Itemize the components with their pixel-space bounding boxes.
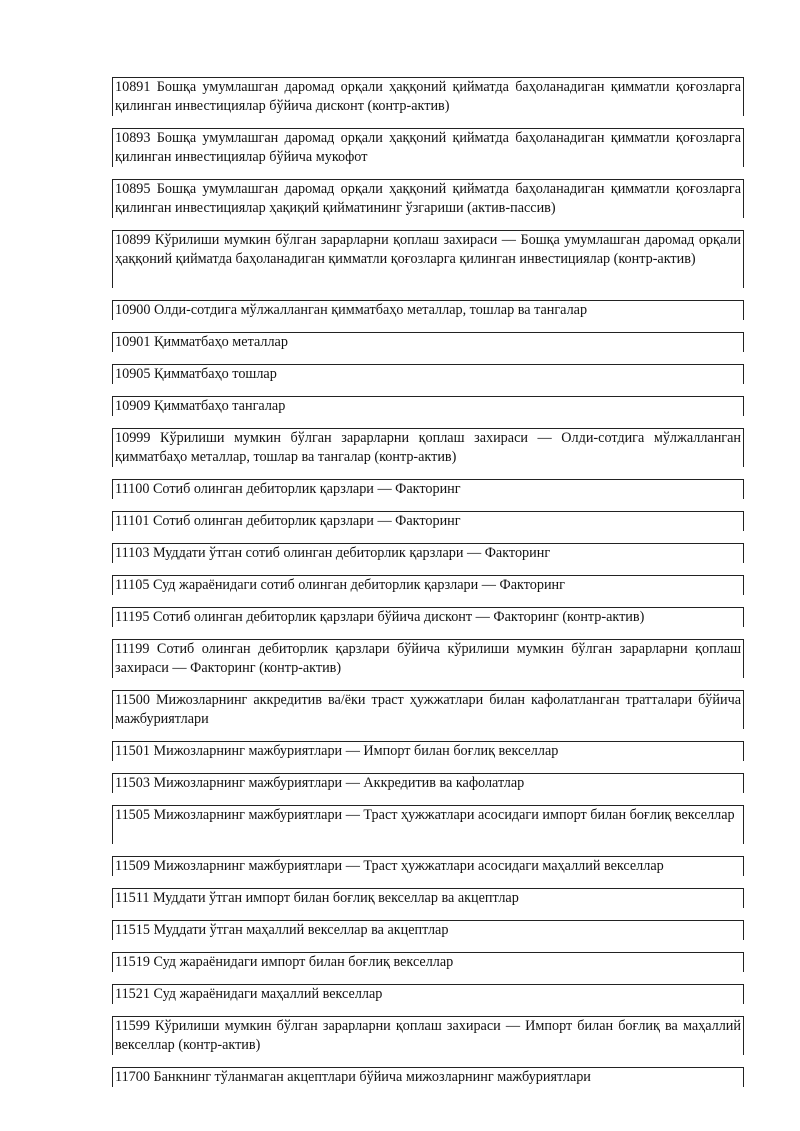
- account-entry-text: 10891 Бошқа умумлашган даромад орқали ҳаққоний қийматда баҳоланадиган қимматли қоғозларга қилинган инвестициялар бўйича дисконт (контр-актив): [115, 79, 741, 114]
- account-entry-10895: [112, 179, 744, 218]
- account-entry-10899: [112, 230, 744, 288]
- account-entry-text: 11521 Суд жараёнидаги маҳаллий векселлар: [115, 986, 383, 1002]
- account-entry-11103: [112, 543, 744, 563]
- account-entry-text: 10909 Қимматбаҳо тангалар: [115, 398, 286, 414]
- account-entry-text: 11515 Муддати ўтган маҳаллий векселлар ва акцептлар: [115, 922, 449, 938]
- account-entry-text: 11505 Мижозларнинг мажбуриятлари — Траст ҳужжатлари асосидаги импорт билан боғлиқ векселлар: [115, 807, 735, 823]
- account-entry-11199: [112, 639, 744, 678]
- account-entry-11101: [112, 511, 744, 531]
- account-entry-text: 10895 Бошқа умумлашган даромад орқали ҳаққоний қийматда баҳоланадиган қимматли қоғозларга қилинган инвестициялар ҳақиқий қийматининг ўзгариши (актив-пассив): [115, 181, 741, 216]
- account-entry-11511: [112, 888, 744, 908]
- account-entry-11105: [112, 575, 744, 595]
- account-list: [112, 77, 744, 1099]
- account-entry-text: 11500 Мижозларнинг аккредитив ва/ёки траст ҳужжатлари билан кафолатланган тратталари бўйича мажбуриятлари: [115, 692, 741, 727]
- account-entry-10999: [112, 428, 744, 467]
- account-entry-10905: [112, 364, 744, 384]
- account-entry-11505: [112, 805, 744, 844]
- account-entry-text: 10905 Қимматбаҳо тошлар: [115, 366, 277, 382]
- account-entry-11700: [112, 1067, 744, 1087]
- account-entry-text: 11199 Сотиб олинган дебиторлик қарзлари бўйича кўрилиши мумкин бўлган зарарларни қоплаш захираси — Факторинг (контр-актив): [115, 641, 741, 676]
- account-entry-10901: [112, 332, 744, 352]
- account-entry-11500: [112, 690, 744, 729]
- account-entry-text: 11509 Мижозларнинг мажбуриятлари — Траст ҳужжатлари асосидаги маҳаллий векселлар: [115, 858, 664, 874]
- account-entry-text: 10999 Кўрилиши мумкин бўлган зарарларни қоплаш захираси — Олди-сотдига мўлжалланган қимматбаҳо металлар, тошлар ва тангалар (контр-актив): [115, 430, 741, 465]
- account-entry-11503: [112, 773, 744, 793]
- account-entry-text: 11519 Суд жараёнидаги импорт билан боғлиқ векселлар: [115, 954, 454, 970]
- account-entry-text: 11501 Мижозларнинг мажбуриятлари — Импорт билан боғлиқ векселлар: [115, 743, 559, 759]
- account-entry-text: 11503 Мижозларнинг мажбуриятлари — Аккредитив ва кафолатлар: [115, 775, 525, 791]
- account-entry-10900: [112, 300, 744, 320]
- account-entry-10893: [112, 128, 744, 167]
- account-entry-text: 10893 Бошқа умумлашган даромад орқали ҳаққоний қийматда баҳоланадиган қимматли қоғозларга қилинган инвестициялар бўйича мукофот: [115, 130, 741, 165]
- account-entry-11100: [112, 479, 744, 499]
- account-entry-text: 11100 Сотиб олинган дебиторлик қарзлари — Факторинг: [115, 481, 461, 497]
- account-entry-10891: [112, 77, 744, 116]
- account-entry-11195: [112, 607, 744, 627]
- account-entry-text: 11511 Муддати ўтган импорт билан боғлиқ векселлар ва акцептлар: [115, 890, 519, 906]
- account-entry-text: 11101 Сотиб олинган дебиторлик қарзлари — Факторинг: [115, 513, 461, 529]
- account-entry-text: 11700 Банкнинг тўланмаган акцептлари бўйича мижозларнинг мажбуриятлари: [115, 1069, 591, 1085]
- account-entry-text: 11105 Суд жараёнидаги сотиб олинган дебиторлик қарзлари — Факторинг: [115, 577, 565, 593]
- account-entry-11521: [112, 984, 744, 1004]
- account-entry-text: 11599 Кўрилиши мумкин бўлган зарарларни қоплаш захираси — Импорт билан боғлиқ ва маҳаллий векселлар (контр-актив): [115, 1018, 741, 1053]
- account-entry-11501: [112, 741, 744, 761]
- account-entry-text: 10899 Кўрилиши мумкин бўлган зарарларни қоплаш захираси — Бошқа умумлашган даромад орқали ҳаққоний қийматда баҳоланадиган қимматли қоғозларга қилинган инвестициялар (контр-актив): [115, 232, 741, 267]
- account-entry-10909: [112, 396, 744, 416]
- account-entry-11515: [112, 920, 744, 940]
- account-entry-11509: [112, 856, 744, 876]
- account-entry-text: 10900 Олди-сотдига мўлжалланган қимматбаҳо металлар, тошлар ва тангалар: [115, 302, 588, 318]
- account-entry-text: 11195 Сотиб олинган дебиторлик қарзлари бўйича дисконт — Факторинг (контр-актив): [115, 609, 645, 625]
- account-entry-text: 11103 Муддати ўтган сотиб олинган дебиторлик қарзлари — Факторинг: [115, 545, 551, 561]
- account-entry-11599: [112, 1016, 744, 1055]
- account-entry-text: 10901 Қимматбаҳо металлар: [115, 334, 288, 350]
- account-entry-11519: [112, 952, 744, 972]
